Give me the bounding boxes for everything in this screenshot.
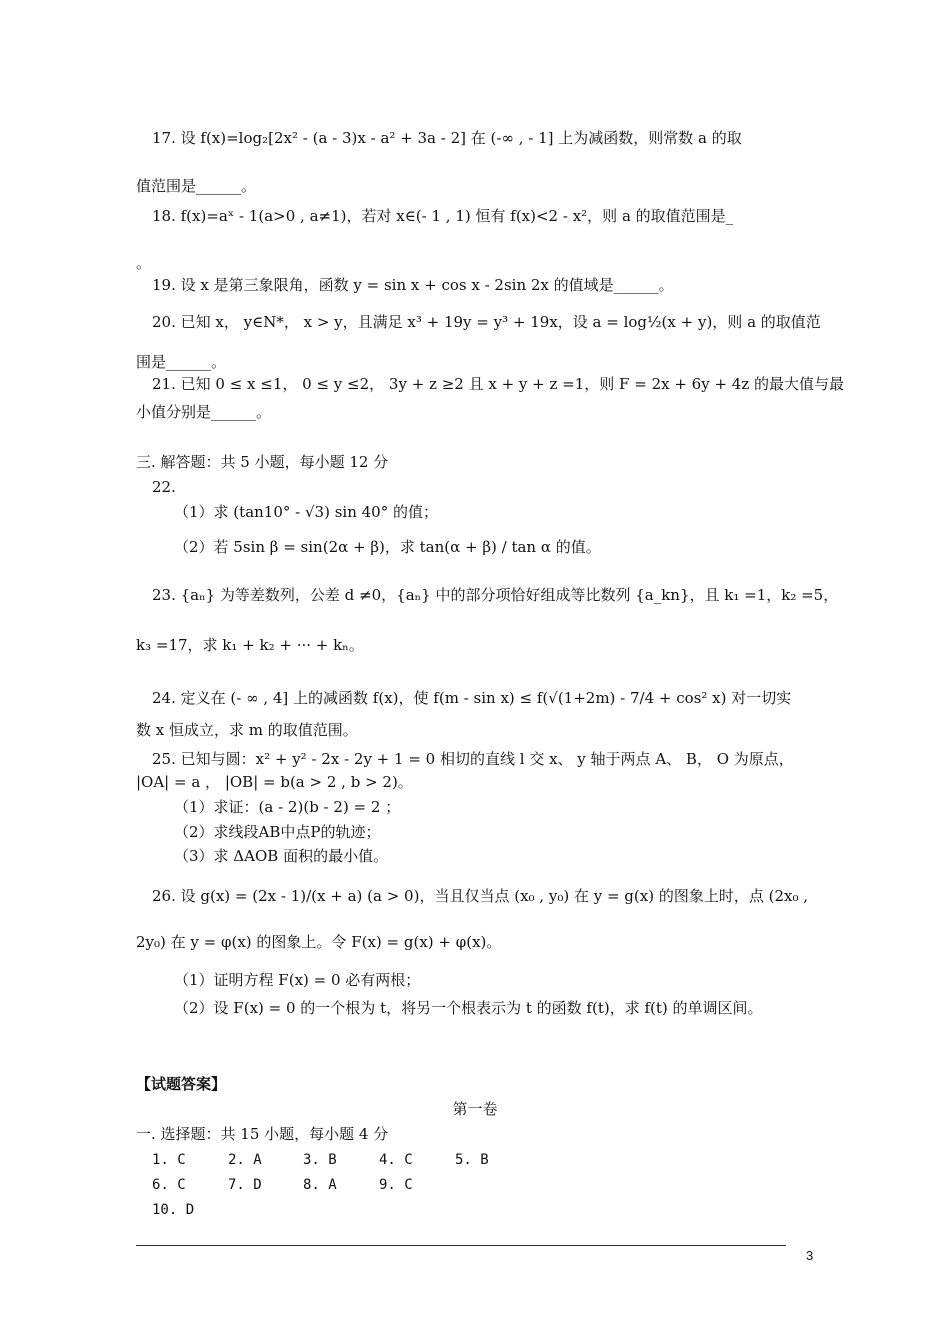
question-25-part1: （1）求证：(a - 2)(b - 2) = 2 ； — [174, 798, 401, 816]
page-number: 3 — [806, 1248, 814, 1263]
question-21-line1: 21. 已知 0 ≤ x ≤1， 0 ≤ y ≤2， 3y + z ≥2 且 x + y + z =1，则 F = 2x + 6y + 4z 的最大值与最 — [152, 375, 845, 393]
answers-volume-title: 第一卷 — [452, 1100, 498, 1118]
answers-section-1-heading: 一. 选择题：共 15 小题，每小题 4 分 — [136, 1125, 389, 1143]
question-22-number: 22. — [152, 478, 176, 496]
answer-item: 6. C — [152, 1177, 186, 1193]
question-18-line1: 18. f(x)=aˣ - 1(a>0 , a≠1)，若对 x∈(- 1 , 1) 恒有 f(x)<2 - x²，则 a 的取值范围是_ — [152, 207, 734, 225]
question-25-part2: （2）求线段AB中点P的轨迹； — [174, 823, 381, 841]
question-26-line2: 2y₀) 在 y = φ(x) 的图象上。令 F(x) = g(x) + φ(x)。 — [136, 933, 502, 951]
answer-item: 4. C — [379, 1152, 413, 1168]
answer-item: 7. D — [228, 1177, 262, 1193]
answer-item: 2. A — [228, 1152, 262, 1168]
answer-item: 5. B — [455, 1152, 489, 1168]
footer-divider — [136, 1245, 786, 1246]
question-17-line2: 值范围是______。 — [136, 177, 257, 195]
question-25-line1: 25. 已知与圆：x² + y² - 2x - 2y + 1 = 0 相切的直线 l 交 x、 y 轴于两点 A、 B， O 为原点， — [152, 750, 794, 768]
question-22-part2: （2）若 5sin β = sin(2α + β)，求 tan(α + β) / tan α 的值。 — [174, 538, 601, 556]
question-26-part2: （2）设 F(x) = 0 的一个根为 t，将另一个根表示为 t 的函数 f(t)，求 f(t) 的单调区间。 — [174, 999, 763, 1017]
answer-item: 9. C — [379, 1177, 413, 1193]
question-25-line2: |OA| = a ， |OB| = b(a > 2 , b > 2)。 — [136, 773, 413, 791]
answer-item: 1. C — [152, 1152, 186, 1168]
question-19-line1: 19. 设 x 是第三象限角，函数 y = sin x + cos x - 2sin 2x 的值域是______。 — [152, 276, 674, 294]
section-3-heading: 三. 解答题：共 5 小题，每小题 12 分 — [136, 453, 389, 471]
question-23-line2: k₃ =17，求 k₁ + k₂ + ··· + kₙ。 — [136, 636, 364, 654]
question-22-part1: （1）求 (tan10° - √3) sin 40° 的值； — [174, 503, 438, 521]
answer-item: 10. D — [152, 1202, 195, 1218]
question-24-line2: 数 x 恒成立，求 m 的取值范围。 — [136, 721, 358, 739]
question-17-line1: 17. 设 f(x)=log₂[2x² - (a - 3)x - a² + 3a - 2] 在 (-∞ , - 1] 上为减函数，则常数 a 的取 — [152, 129, 742, 147]
answers-header: 【试题答案】 — [136, 1075, 227, 1093]
question-26-part1: （1）证明方程 F(x) = 0 必有两根； — [174, 971, 421, 989]
answer-item: 8. A — [303, 1177, 337, 1193]
answer-item: 3. B — [303, 1152, 337, 1168]
question-18-line2: 。 — [136, 254, 152, 272]
question-20-line2: 围是______。 — [136, 353, 227, 371]
question-23-line1: 23. {aₙ} 为等差数列，公差 d ≠0，{aₙ} 中的部分项恰好组成等比数列 {a_kn}，且 k₁ =1，k₂ =5， — [152, 586, 839, 604]
question-20-line1: 20. 已知 x， y∈N*， x > y，且满足 x³ + 19y = y³ + 19x，设 a = log½(x + y)，则 a 的取值范 — [152, 313, 821, 331]
question-21-line2: 小值分别是______。 — [136, 403, 272, 421]
question-25-part3: （3）求 ΔAOB 面积的最小值。 — [174, 847, 389, 865]
question-24-line1: 24. 定义在 (- ∞ , 4] 上的减函数 f(x)，使 f(m - sin x) ≤ f(√(1+2m) - 7/4 + cos² x) 对一切实 — [152, 689, 792, 707]
question-26-line1: 26. 设 g(x) = (2x - 1)/(x + a) (a > 0)，当且仅当点 (x₀ , y₀) 在 y = g(x) 的图象上时，点 (2x₀ , — [152, 887, 809, 905]
